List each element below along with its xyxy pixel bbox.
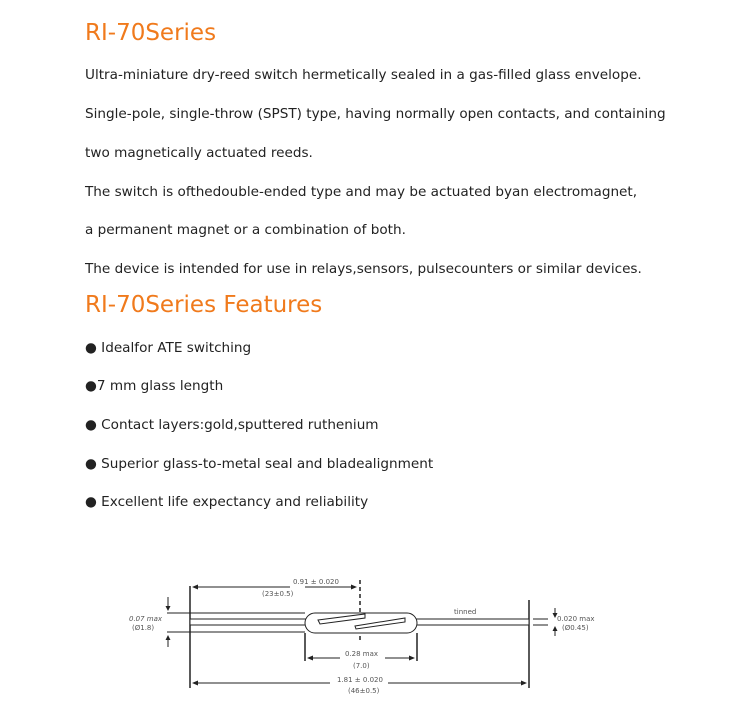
description-line: Single-pole, single-throw (SPST) type, having normally open contacts, and containing (85, 106, 666, 122)
glass-diameter-mm-label: (Ø1.8) (132, 624, 155, 632)
lead-diameter-mm-label: (Ø0.45) (562, 624, 589, 632)
features-title: RI-70Series Features (85, 292, 323, 318)
page-title: RI-70Series (85, 20, 217, 46)
description-line: The device is intended for use in relays,sensors, pulsecounters or similar devices. (85, 261, 642, 277)
description-line: Ultra-miniature dry-reed switch hermetically sealed in a gas-filled glass envelope. (85, 67, 642, 83)
glass-diameter-label: 0.07 max (129, 615, 163, 623)
description-line: The switch is ofthedouble-ended type and may be actuated byan electromagnet, (85, 184, 638, 200)
feature-item: ● Contact layers:gold,sputtered ruthenium (85, 417, 379, 433)
glass-length-label: 0.28 max (345, 650, 379, 658)
feature-item: ● Superior glass-to-metal seal and bladealignment (85, 456, 434, 472)
half-length-label: 0.91 ± 0.020 (293, 578, 339, 586)
total-length-mm-label: (46±0.5) (348, 687, 380, 695)
total-length-label: 1.81 ± 0.020 (337, 676, 383, 684)
finish-label: tinned (454, 608, 477, 616)
half-length-mm-label: (23±0.5) (262, 590, 294, 598)
feature-item: ● Excellent life expectancy and reliability (85, 494, 369, 510)
feature-item: ●7 mm glass length (85, 378, 224, 394)
lead-diameter-label: 0.020 max (557, 615, 595, 623)
glass-length-mm-label: (7.0) (353, 662, 370, 670)
description-line: two magnetically actuated reeds. (85, 145, 313, 161)
feature-item: ● Idealfor ATE switching (85, 340, 252, 356)
description-line: a permanent magnet or a combination of both. (85, 222, 406, 238)
